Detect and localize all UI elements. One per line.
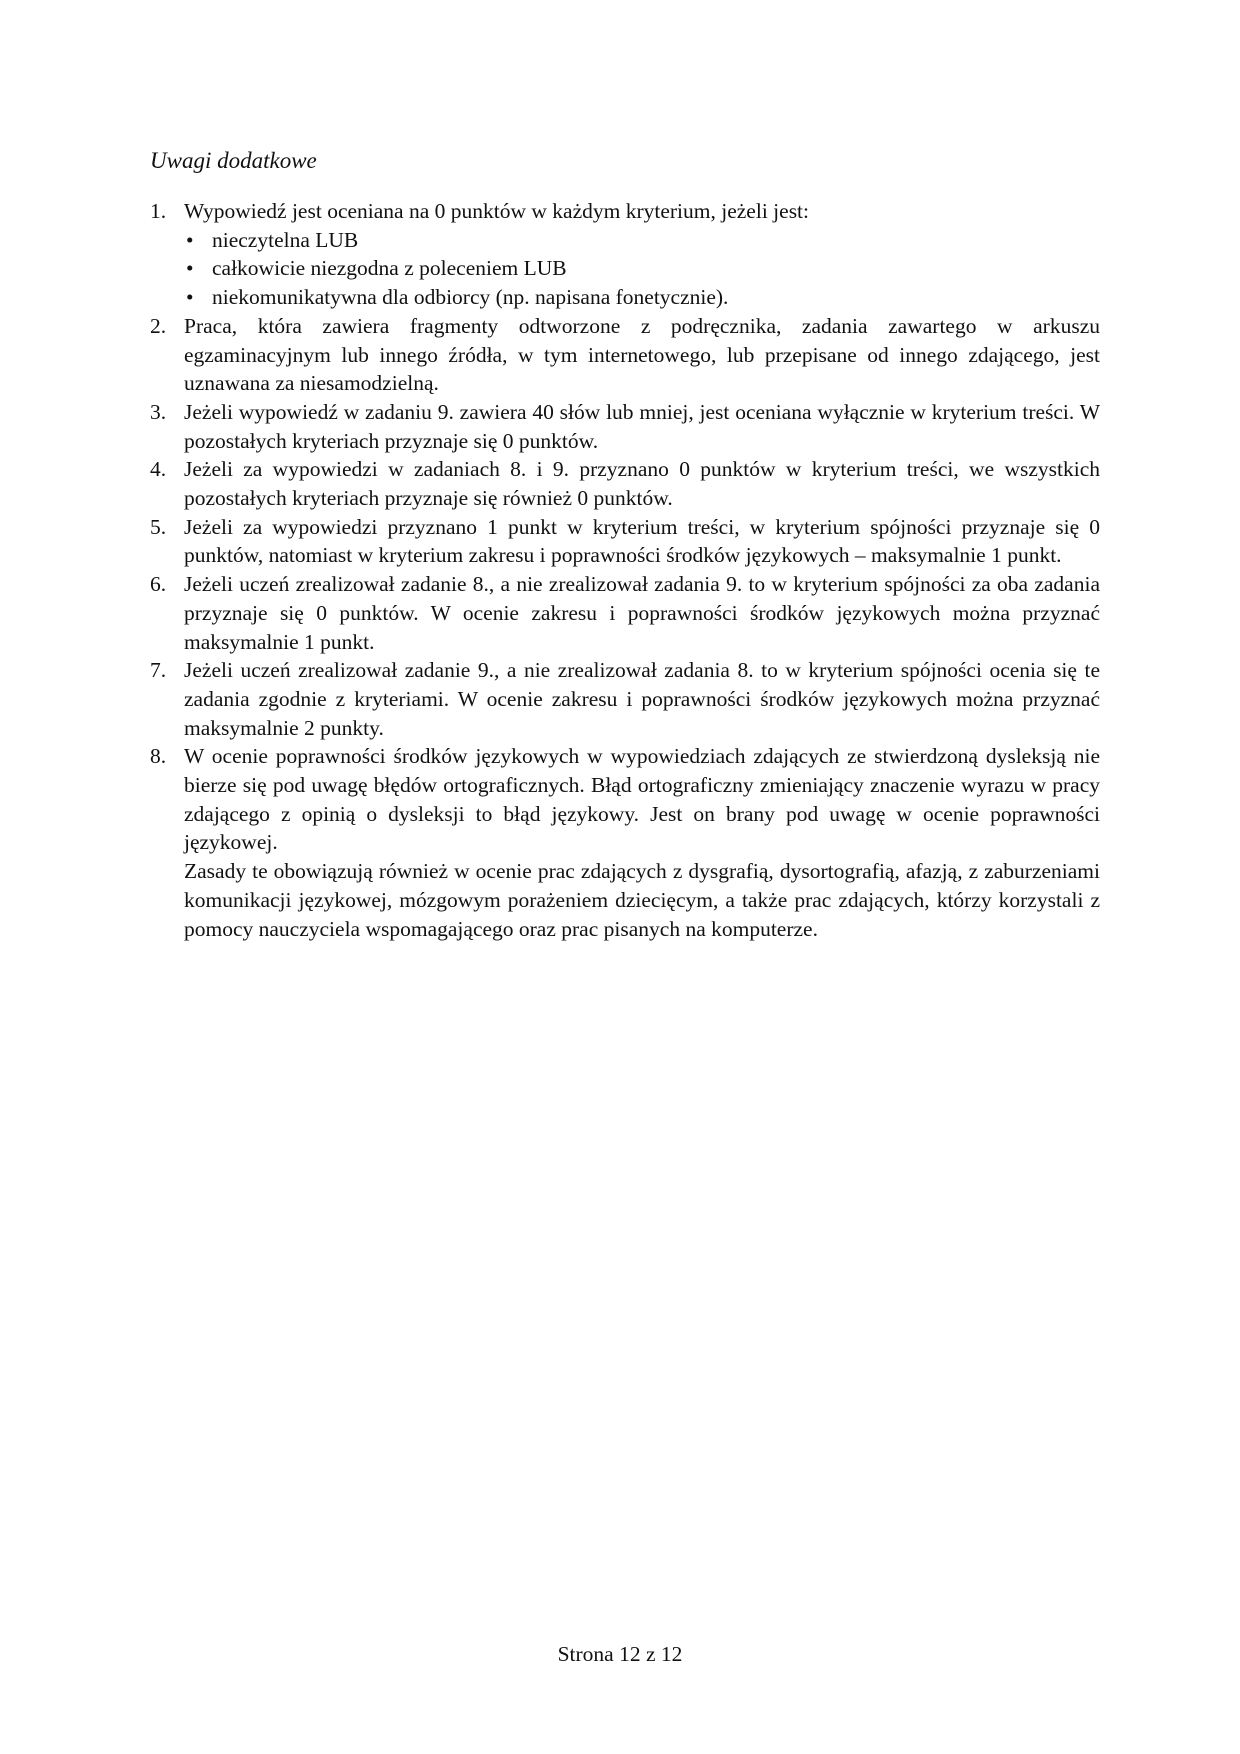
- note-item-7: [150, 656, 1100, 742]
- note-number: 5.: [150, 514, 167, 539]
- note-extra-paragraph: Zasady te obowiązują również w ocenie prac zdających z dysgrafią, dysortografią, afazją, z zaburzeniami komunikacji językowej, mózgowym porażeniem dziecięcym, a także prac zdających, którzy korzystali z pomocy nauczyciela wspomagającego oraz prac pisanych na komputerze.: [184, 859, 1100, 941]
- bullet-icon: •: [186, 285, 194, 310]
- bullet-item: [184, 254, 1100, 283]
- note-item-8: [150, 742, 1100, 943]
- note-item-6: [150, 570, 1100, 656]
- bullet-text: nieczytelna LUB: [212, 227, 359, 252]
- notes-list: [150, 197, 1100, 943]
- bullet-text: niekomunikatywna dla odbiorcy (np. napisana fonetycznie).: [212, 285, 729, 310]
- note-number: 8.: [150, 744, 167, 769]
- note-item-5: [150, 513, 1100, 570]
- note-item-4: [150, 455, 1100, 512]
- note-item-2: [150, 312, 1100, 398]
- note-text: Jeżeli uczeń zrealizował zadanie 9., a nie zrealizował zadania 8. to w kryterium spójności ocenia się te zadania zgodnie z kryteriami. W ocenie zakresu i poprawności środków językowych można przyznać maksymalnie 2 punkty.: [184, 658, 1100, 740]
- bullet-item: [184, 226, 1100, 255]
- note-number: 4.: [150, 457, 167, 482]
- bullet-item: [184, 283, 1100, 312]
- note-item-3: [150, 398, 1100, 455]
- bullet-text: całkowicie niezgodna z poleceniem LUB: [212, 256, 567, 281]
- note-text: W ocenie poprawności środków językowych w wypowiedziach zdających ze stwierdzoną dysleksją nie bierze się pod uwagę błędów ortograficznych. Błąd ortograficzny zmieniający znaczenie wyrazu w pracy zdającego z opinią o dysleksji to błąd językowy. Jest on brany pod uwagę w ocenie poprawności językowej.: [184, 744, 1100, 855]
- bullet-list: [184, 226, 1100, 312]
- page-footer: Strona 12 z 12: [557, 1642, 683, 1666]
- note-text: Wypowiedź jest oceniana na 0 punktów w każdym kryterium, jeżeli jest:: [184, 199, 810, 223]
- note-number: 6.: [150, 572, 167, 597]
- note-text: Jeżeli uczeń zrealizował zadanie 8., a nie zrealizował zadania 9. to w kryterium spójności za oba zadania przyznaje się 0 punktów. W ocenie zakresu i poprawności środków językowych można przyznać maksymalnie 1 punkt.: [184, 572, 1100, 654]
- note-number: 3.: [150, 399, 167, 424]
- note-number: 1.: [150, 199, 167, 223]
- bullet-icon: •: [186, 256, 194, 281]
- note-text: Jeżeli za wypowiedzi przyznano 1 punkt w kryterium treści, w kryterium spójności przyznaje się 0 punktów, natomiast w kryterium zakresu i poprawności środków językowych – maksymalnie 1 punkt.: [184, 514, 1100, 568]
- note-text: Praca, która zawiera fragmenty odtworzone z podręcznika, zadania zawartego w arkuszu egzaminacyjnym lub innego źródła, w tym internetowego, lub przepisane od innego zdającego, jest uznawana za niesamodzielną.: [184, 313, 1100, 396]
- note-number: 7.: [150, 658, 167, 683]
- note-item-1: [150, 197, 1100, 312]
- note-number: 2.: [150, 313, 167, 338]
- bullet-icon: •: [186, 227, 194, 252]
- note-text: Jeżeli wypowiedź w zadaniu 9. zawiera 40 słów lub mniej, jest oceniana wyłącznie w kryterium treści. W pozostałych kryteriach przyznaje się 0 punktów.: [184, 399, 1100, 453]
- page-content: [150, 146, 1100, 943]
- section-heading: Uwagi dodatkowe: [150, 148, 317, 173]
- note-text: Jeżeli za wypowiedzi w zadaniach 8. i 9. przyznano 0 punktów w kryterium treści, we wszystkich pozostałych kryteriach przyznaje się również 0 punktów.: [184, 457, 1100, 511]
